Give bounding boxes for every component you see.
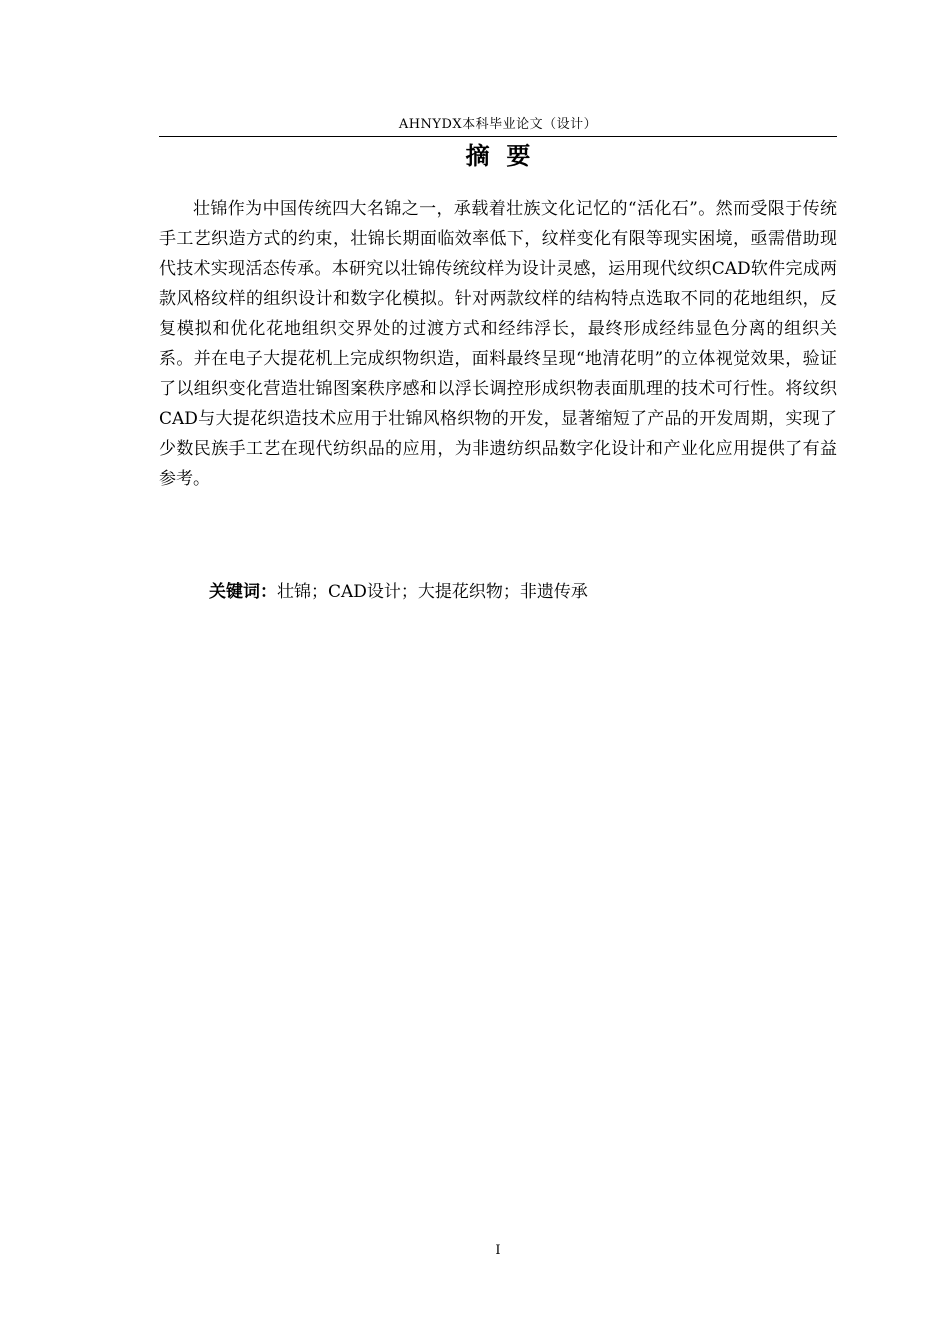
abstract-title: 摘 要	[465, 142, 531, 170]
keywords-value: 壮锦；CAD设计；大提花织物；非遗传承	[277, 582, 588, 602]
keywords-label: 关键词：	[209, 582, 277, 602]
running-header: AHNYDX本科毕业论文（设计）	[398, 117, 598, 132]
keywords-line	[209, 577, 588, 607]
page-number: I	[495, 1243, 501, 1258]
abstract-body: 壮锦作为中国传统四大名锦之一，承载着壮族文化记忆的“活化石”。然而受限于传统手工艺织造方式的约束，壮锦长期面临效率低下，纹样变化有限等现实困境，亟需借助现代技术实现活态传承。本研究以壮锦传统纹样为设计灵感，运用现代纹织CAD软件完成两款风格纹样的组织设计和数字化模拟。针对两款纹样的结构特点选取不同的花地组织，反复模拟和优化花地组织交界处的过渡方式和经纬浮长，最终形成经纬显色分离的组织关系。并在电子大提花机上完成织物织造，面料最终呈现“地清花明”的立体视觉效果，验证了以组织变化营造壮锦图案秩序感和以浮长调控形成织物表面肌理的技术可行性。将纹织CAD与大提花织造技术应用于壮锦风格织物的开发，显著缩短了产品的开发周期，实现了少数民族手工艺在现代纺织品的应用，为非遗纺织品数字化设计和产业化应用提供了有益参考。	[159, 199, 837, 489]
header-rule	[159, 136, 837, 137]
